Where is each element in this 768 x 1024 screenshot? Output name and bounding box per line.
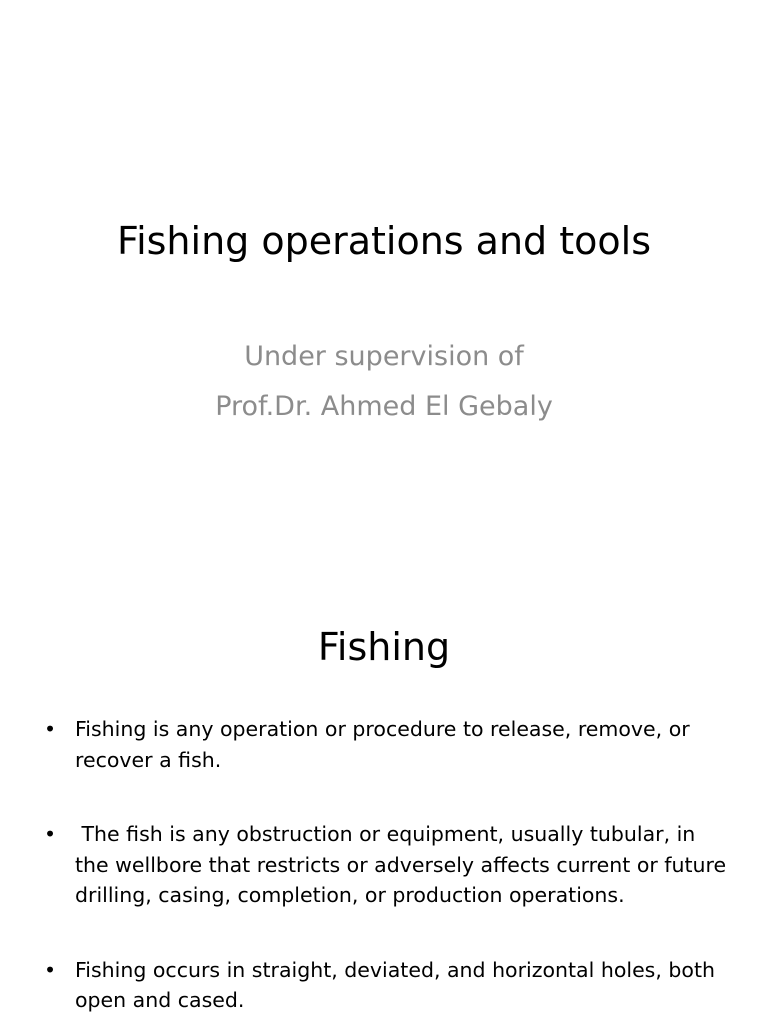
bullet-item (44, 819, 734, 911)
subtitle-line: Prof.Dr. Ahmed El Gebaly (215, 391, 553, 422)
bullet-icon: • (44, 957, 57, 982)
bullet-item (44, 955, 734, 1016)
bullet-text: Fishing occurs in straight, deviated, and horizontal holes, both open and cased. (75, 957, 715, 1012)
slide-title: Fishing operations and tools (116, 219, 652, 263)
bullet-icon: • (44, 822, 57, 846)
slide-title: Fishing (317, 625, 451, 669)
bullet-text: Fishing is any operation or procedure to release, remove, or recover a fish. (75, 717, 690, 772)
subtitle-line: Under supervision of (244, 341, 524, 372)
bullet-text: The fish is any obstruction or equipment, usually tubular, in the wellbore that restricts or adversely affects current or future drilling, casing, completion, or production operations. (75, 822, 733, 907)
slide-subtitle (0, 332, 768, 432)
bullet-icon: • (44, 717, 57, 741)
bullet-item (44, 714, 734, 775)
content-slide (0, 512, 768, 1024)
bullet-list (44, 714, 734, 1016)
